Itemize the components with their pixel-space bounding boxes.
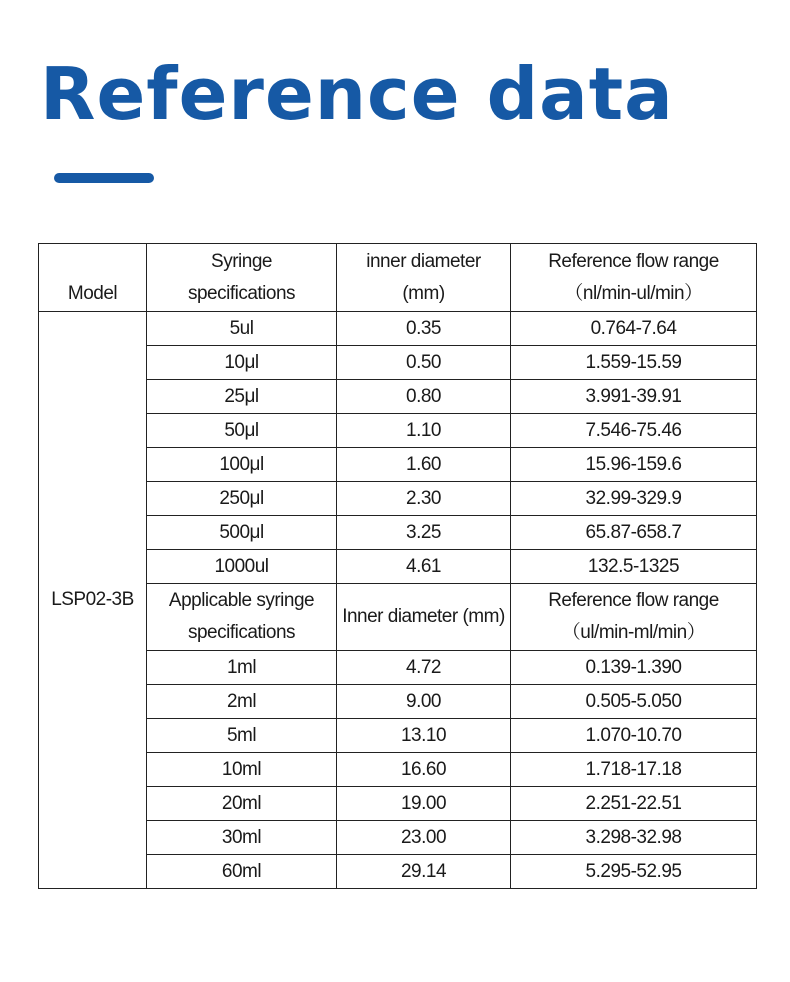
flow-header-2 (511, 584, 757, 651)
inner-diameter-cell: 1.60 (337, 448, 511, 482)
inner-diameter-cell: 3.25 (337, 516, 511, 550)
inner-diameter-cell: 9.00 (337, 685, 511, 719)
diameter-header-1-line1: inner diameter (366, 250, 481, 272)
table-row (39, 821, 757, 855)
syringe-spec-cell: 5ul (147, 312, 337, 346)
spec-header-2 (147, 584, 337, 651)
flow-range-cell: 0.505-5.050 (511, 685, 757, 719)
flow-range-cell: 3.298-32.98 (511, 821, 757, 855)
diameter-header-1-line2: (mm) (402, 282, 445, 304)
table-row (39, 855, 757, 889)
table-row (39, 448, 757, 482)
flow-range-cell: 5.295-52.95 (511, 855, 757, 889)
inner-diameter-cell: 19.00 (337, 787, 511, 821)
syringe-spec-cell: 5ml (147, 719, 337, 753)
syringe-spec-cell: 20ml (147, 787, 337, 821)
spec-header-1 (147, 244, 337, 312)
syringe-spec-cell: 1000ul (147, 550, 337, 584)
flow-range-cell: 3.991-39.91 (511, 380, 757, 414)
table-row (39, 380, 757, 414)
flow-header-1-line2: （nl/min-ul/min） (564, 282, 703, 304)
table-row (39, 651, 757, 685)
header-row-1 (39, 244, 757, 312)
table-row (39, 753, 757, 787)
flow-range-cell: 0.139-1.390 (511, 651, 757, 685)
flow-range-cell: 7.546-75.46 (511, 414, 757, 448)
header-row-2 (39, 584, 757, 651)
table-row (39, 685, 757, 719)
flow-range-cell: 0.764-7.64 (511, 312, 757, 346)
title-underline (54, 173, 154, 183)
inner-diameter-cell: 0.80 (337, 380, 511, 414)
inner-diameter-cell: 4.61 (337, 550, 511, 584)
table-row (39, 414, 757, 448)
flow-range-cell: 65.87-658.7 (511, 516, 757, 550)
flow-range-cell: 15.96-159.6 (511, 448, 757, 482)
inner-diameter-cell: 0.50 (337, 346, 511, 380)
flow-range-cell: 32.99-329.9 (511, 482, 757, 516)
model-cell: LSP02-3B (39, 312, 147, 889)
inner-diameter-cell: 29.14 (337, 855, 511, 889)
spec-header-1-line2: specifications (187, 282, 296, 304)
syringe-spec-cell: 100μl (147, 448, 337, 482)
flow-range-cell: 132.5-1325 (511, 550, 757, 584)
flow-header-2-line2: （ul/min-ml/min） (561, 622, 706, 643)
flow-header-1 (511, 244, 757, 312)
table-row (39, 787, 757, 821)
spec-header-1-line1: Syringe (211, 250, 272, 272)
model-header: Model (39, 244, 147, 312)
diameter-header-1 (337, 244, 511, 312)
reference-table (38, 243, 757, 889)
inner-diameter-cell: 2.30 (337, 482, 511, 516)
syringe-spec-cell: 1ml (147, 651, 337, 685)
syringe-spec-cell: 500μl (147, 516, 337, 550)
table-row (39, 312, 757, 346)
table-row (39, 550, 757, 584)
inner-diameter-cell: 23.00 (337, 821, 511, 855)
syringe-spec-cell: 2ml (147, 685, 337, 719)
syringe-spec-cell: 25μl (147, 380, 337, 414)
flow-header-2-line1: Reference flow range (548, 590, 719, 611)
flow-range-cell: 2.251-22.51 (511, 787, 757, 821)
inner-diameter-cell: 13.10 (337, 719, 511, 753)
flow-header-1-line1: Reference flow range (548, 250, 719, 272)
flow-range-cell: 1.559-15.59 (511, 346, 757, 380)
inner-diameter-cell: 16.60 (337, 753, 511, 787)
table-row (39, 482, 757, 516)
inner-diameter-cell: 1.10 (337, 414, 511, 448)
syringe-spec-cell: 30ml (147, 821, 337, 855)
table-row (39, 516, 757, 550)
diameter-header-2: Inner diameter (mm) (337, 584, 511, 651)
inner-diameter-cell: 0.35 (337, 312, 511, 346)
flow-range-cell: 1.718-17.18 (511, 753, 757, 787)
table-row (39, 719, 757, 753)
syringe-spec-cell: 250μl (147, 482, 337, 516)
inner-diameter-cell: 4.72 (337, 651, 511, 685)
flow-range-cell: 1.070-10.70 (511, 719, 757, 753)
syringe-spec-cell: 50μl (147, 414, 337, 448)
page-title: Reference data (40, 52, 674, 136)
table-row (39, 346, 757, 380)
syringe-spec-cell: 10μl (147, 346, 337, 380)
spec-header-2-line2: specifications (187, 622, 296, 643)
syringe-spec-cell: 60ml (147, 855, 337, 889)
spec-header-2-line1: Applicable syringe (168, 590, 315, 611)
syringe-spec-cell: 10ml (147, 753, 337, 787)
